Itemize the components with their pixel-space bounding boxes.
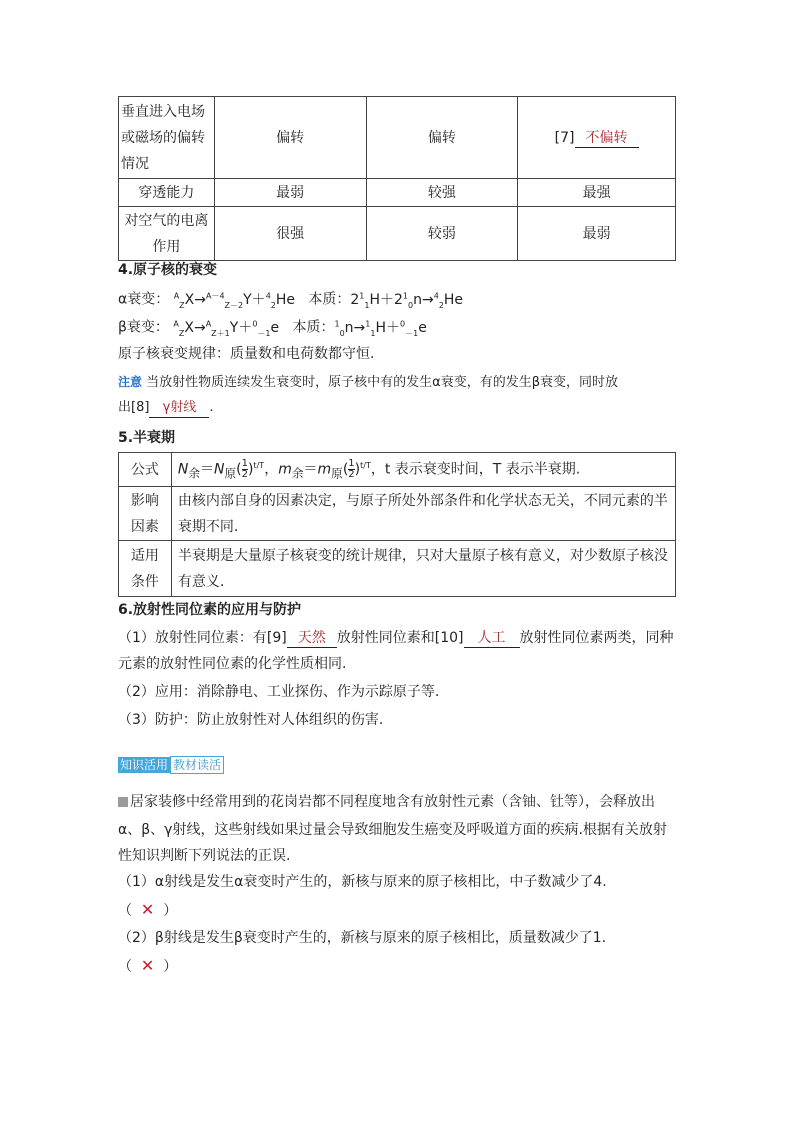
alpha-decay-equation: $^A_Z$X→$^{A-4}_{Z-2}$Y＋$^4_2$He (173, 291, 300, 310)
row-label-penetration: 穿透能力 (119, 179, 215, 207)
answer-1: （ ✕ ） (118, 900, 178, 919)
cell-beta-deflection: 偏转 (366, 97, 518, 179)
answer-2: （ ✕ ） (118, 956, 178, 975)
row-label-ionization: 对空气的电离 作用 (119, 207, 215, 261)
alpha-essence: $2^1_1H+2^1_0n\to^4_2He$ (350, 291, 464, 310)
table-row (119, 541, 676, 597)
table-row (119, 207, 676, 261)
row-label-deflection: 垂直进入电场 或磁场的偏转 情况 (119, 97, 215, 179)
ray-properties-table (118, 96, 676, 261)
question-icon (118, 797, 128, 807)
section-6-heading: 6.放射性同位素的应用与防护 (118, 602, 302, 618)
row-label-conditions: 适用 条件 (119, 541, 172, 597)
cell-alpha-penetration: 最弱 (214, 179, 366, 207)
question-intro-2: α、β、γ射线，这些射线如果过量会导致细胞发生癌变及呼吸道方面的疾病.根据有关放射 (118, 822, 667, 838)
cell-beta-ionization: 较弱 (366, 207, 518, 261)
half-life-formula: $N_余=N_原$( $\frac{1}{2}$ )$^{t/T}$，$m_余=m_原$( $\frac{1}{2}$ )$^{t/T}$，t 表示衰变时间，T 表示半衰期. (171, 453, 675, 487)
note-line-1: 注意 当放射性物质连续发生衰变时，原子核中有的发生α衰变，有的发生β衰变，同时放 (118, 375, 619, 390)
note-label: 注意 (118, 375, 143, 389)
question-2: （2）β射线是发生β衰变时产生的，新核与原来的原子核相比，质量数减少了1. (118, 930, 607, 946)
cell-gamma-deflection: [7] 不偏转 (518, 97, 676, 179)
answer-blank-10: 人工 (464, 629, 520, 648)
half-life-table (118, 452, 676, 597)
tag-textbook: 教材读活 (170, 756, 224, 774)
row-label-formula: 公式 (119, 453, 172, 487)
conditions-text: 半衰期是大量原子核衰变的统计规律，只对大量原子核有意义，对少数原子核没 有意义. (171, 541, 675, 597)
table-row (119, 179, 676, 207)
answer-blank-8: γ射线 (149, 399, 209, 418)
beta-decay-equation: $^A_Z$X→$^A_{Z+1}$Y＋$^0_{-1}$e (173, 319, 284, 338)
table-row (119, 453, 676, 487)
isotope-item-2: （2）应用：消除静电、工业探伤、作为示踪原子等. (118, 684, 440, 700)
factors-text: 由核内部自身的因素决定，与原子所处外部条件和化学状态无关，不同元素的半 衰期不同. (171, 487, 675, 541)
alpha-decay-line: α衰变： $^A_Z$X→$^{A-4}_{Z-2}$Y＋$^4_2$He 本质：$2^1_1H+2^1_0n\to^4_2He$ (118, 291, 464, 310)
question-1: （1）α射线是发生α衰变时产生的，新核与原来的原子核相比，中子数减少了4. (118, 874, 607, 890)
answer-blank-9: 天然 (287, 629, 337, 648)
section-4-heading: 4.原子核的衰变 (118, 262, 218, 278)
cell-gamma-ionization: 最弱 (518, 207, 676, 261)
wrong-mark-icon: ✕ (140, 956, 155, 975)
table-row (119, 487, 676, 541)
isotope-item-3: （3）防护：防止放射性对人体组织的伤害. (118, 712, 384, 728)
tag-knowledge-use: 知识活用 (120, 758, 169, 772)
beta-essence: $^1_0$n→$^1_1$H＋$^0_{-1}$e (334, 319, 427, 338)
cell-alpha-deflection: 偏转 (214, 97, 366, 179)
section-5-heading: 5.半衰期 (118, 430, 176, 446)
cell-alpha-ionization: 很强 (214, 207, 366, 261)
note-line-2: 出[8] γ射线 . (118, 398, 214, 418)
question-intro-3: 性知识判断下列说法的正误. (118, 848, 291, 864)
beta-decay-line: β衰变： $^A_Z$X→$^A_{Z+1}$Y＋$^0_{-1}$e 本质：$^1_0$n→$^1_1$H＋$^0_{-1}$e (118, 319, 427, 338)
isotope-item-1-line-2: 元素的放射性同位素的化学性质相同. (118, 656, 347, 672)
isotope-item-1-line-1: （1）放射性同位素：有[9] 天然 放射性同位素和[10] 人工 放射性同位素两类，同种 (118, 630, 674, 646)
question-intro-1: 居家装修中经常用到的花岗岩都不同程度地含有放射性元素（含铀、钍等），会释放出 (118, 792, 655, 812)
row-label-factors: 影响 因素 (119, 487, 172, 541)
table-row (119, 97, 676, 179)
cell-gamma-penetration: 最强 (518, 179, 676, 207)
decay-rule: 原子核衰变规律：质量数和电荷数都守恒. (118, 346, 375, 362)
answer-blank-7: 不偏转 (575, 129, 639, 148)
knowledge-tags (118, 756, 224, 774)
cell-beta-penetration: 较强 (366, 179, 518, 207)
wrong-mark-icon: ✕ (140, 900, 155, 919)
